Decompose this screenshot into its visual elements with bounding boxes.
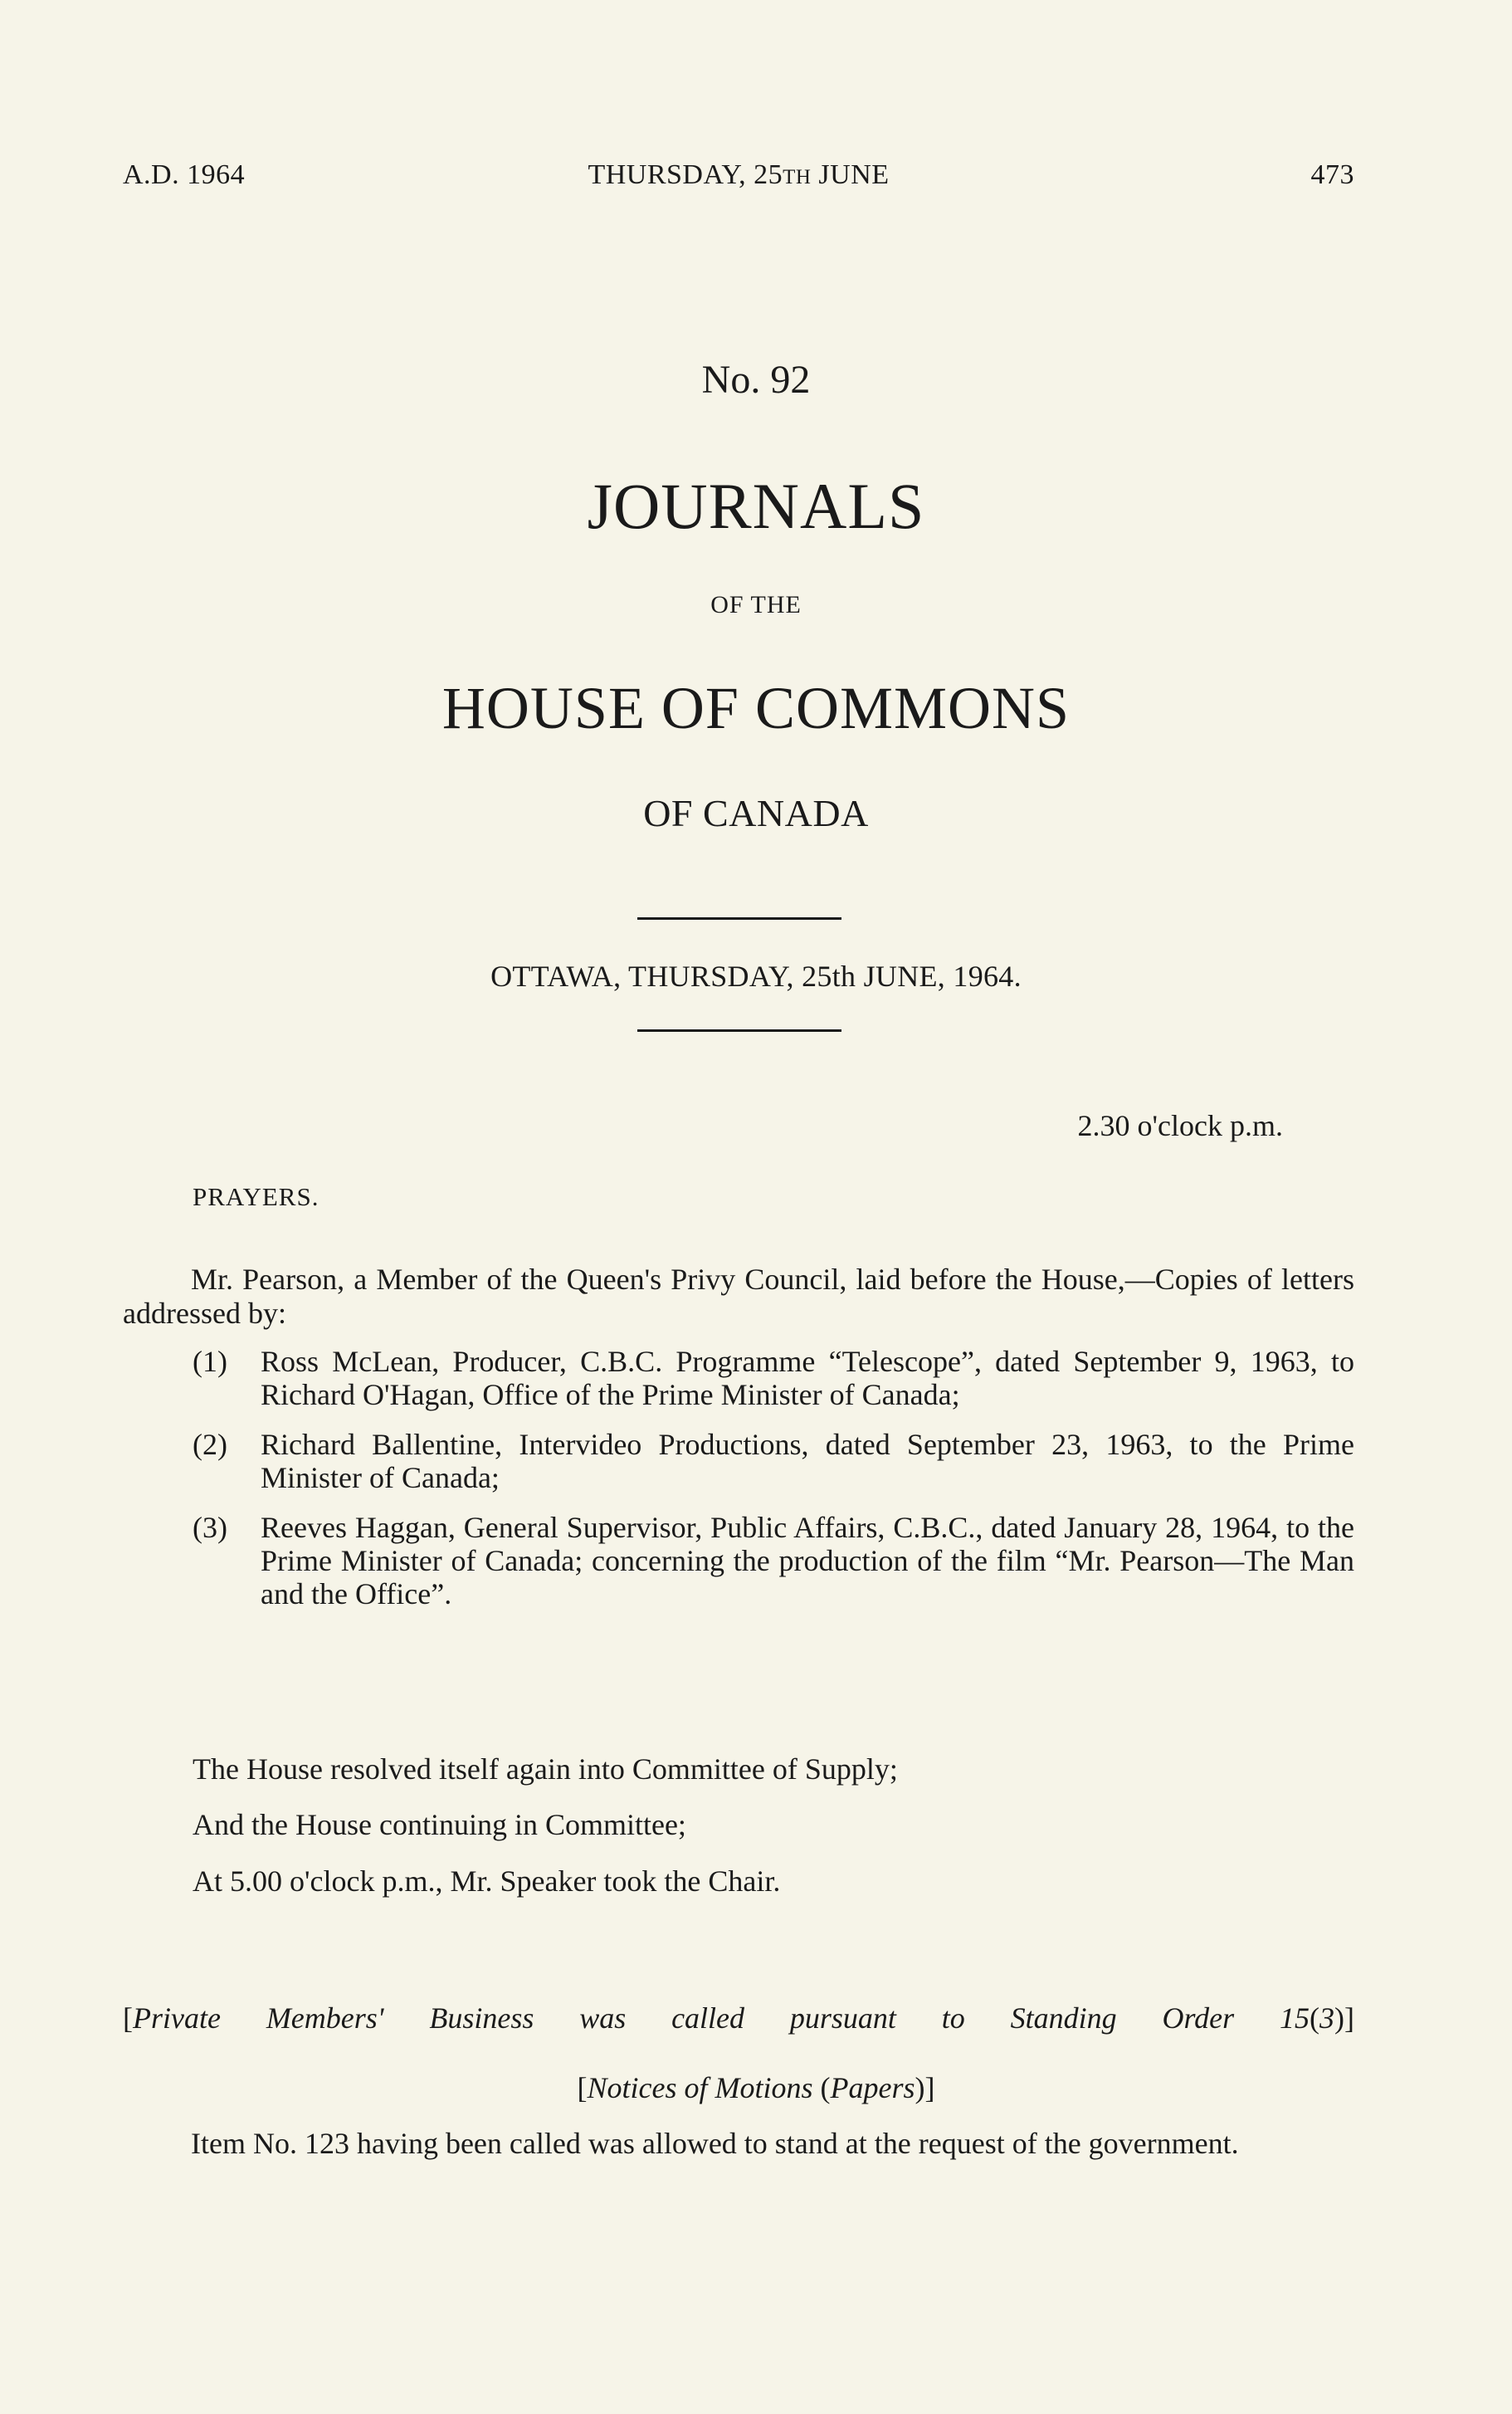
notices-papers: Papers — [830, 2071, 915, 2104]
list-item-number: (3) — [193, 1511, 227, 1544]
paren-close: ) — [1334, 2001, 1344, 2035]
paren-open: ( — [1310, 2001, 1319, 2035]
list-item — [193, 1511, 1354, 1610]
bracket-open: [ — [123, 2001, 133, 2035]
list-item — [193, 1345, 1354, 1411]
item-stand-paragraph: Item No. 123 having been called was allowed to stand at the request of the government. — [191, 2127, 1239, 2160]
continuing-line: And the House continuing in Committee; — [193, 1808, 686, 1841]
private-members-heading — [123, 2001, 1354, 2035]
sitting-time: 2.30 o'clock p.m. — [1077, 1109, 1283, 1142]
of-canada-label: OF CANADA — [643, 792, 869, 834]
bracket-close: ] — [924, 2071, 935, 2104]
of-the-label: OF THE — [710, 591, 802, 618]
paren-open: ( — [820, 2071, 831, 2104]
bracket-open: [ — [577, 2071, 588, 2104]
dateline: OTTAWA, THURSDAY, 25th JUNE, 1964. — [490, 960, 1022, 993]
standing-order-number: 3 — [1319, 2001, 1334, 2035]
page-number: 473 — [1310, 159, 1354, 190]
running-head-year: A.D. 1964 — [123, 159, 246, 190]
divider-rule — [637, 917, 841, 920]
letters-list — [193, 1345, 1354, 1627]
running-head-date-month: JUNE — [811, 159, 890, 190]
running-head-date-text: THURSDAY, 25 — [588, 159, 783, 190]
house-title: HOUSE OF COMMONS — [441, 675, 1071, 741]
notices-heading — [0, 2070, 1512, 2105]
paren-close: ) — [915, 2071, 925, 2104]
list-item-text: Reeves Haggan, General Supervisor, Public Affairs, C.B.C., dated January 28, 1964, to the Prime Minister of Canada; concerning the production of the film “Mr. Pearson—The Man and the Office”. — [261, 1511, 1354, 1610]
papers-tabled-paragraph: Mr. Pearson, a Member of the Queen's Privy Council, laid before the House,—Copies of letters addressed by: — [123, 1263, 1354, 1330]
private-members-text: Private Members' Business was called pursuant to Standing Order 15 — [133, 2001, 1310, 2035]
list-item-number: (2) — [193, 1428, 227, 1461]
list-item-number: (1) — [193, 1345, 227, 1378]
running-head-date — [123, 159, 1354, 191]
bracket-close: ] — [1344, 2001, 1354, 2035]
issue-number: No. 92 — [701, 358, 811, 402]
list-item-text: Richard Ballentine, Intervideo Productions, dated September 23, 1963, to the Prime Minister of Canada; — [261, 1428, 1354, 1494]
committee-of-supply-line: The House resolved itself again into Committee of Supply; — [193, 1752, 898, 1786]
journals-title: JOURNALS — [587, 470, 925, 542]
list-item-text: Ross McLean, Producer, C.B.C. Programme “Telescope”, dated September 9, 1963, to Richard O'Hagan, Office of the Prime Minister of Canada; — [261, 1345, 1354, 1411]
list-item — [193, 1428, 1354, 1494]
running-head — [123, 159, 1354, 201]
prayers-heading: PRAYERS. — [193, 1182, 319, 1211]
notices-text: Notices of Motions — [587, 2071, 821, 2104]
speaker-line: At 5.00 o'clock p.m., Mr. Speaker took the Chair. — [193, 1864, 781, 1898]
running-head-date-suffix: TH — [783, 166, 812, 188]
divider-rule — [637, 1029, 841, 1032]
